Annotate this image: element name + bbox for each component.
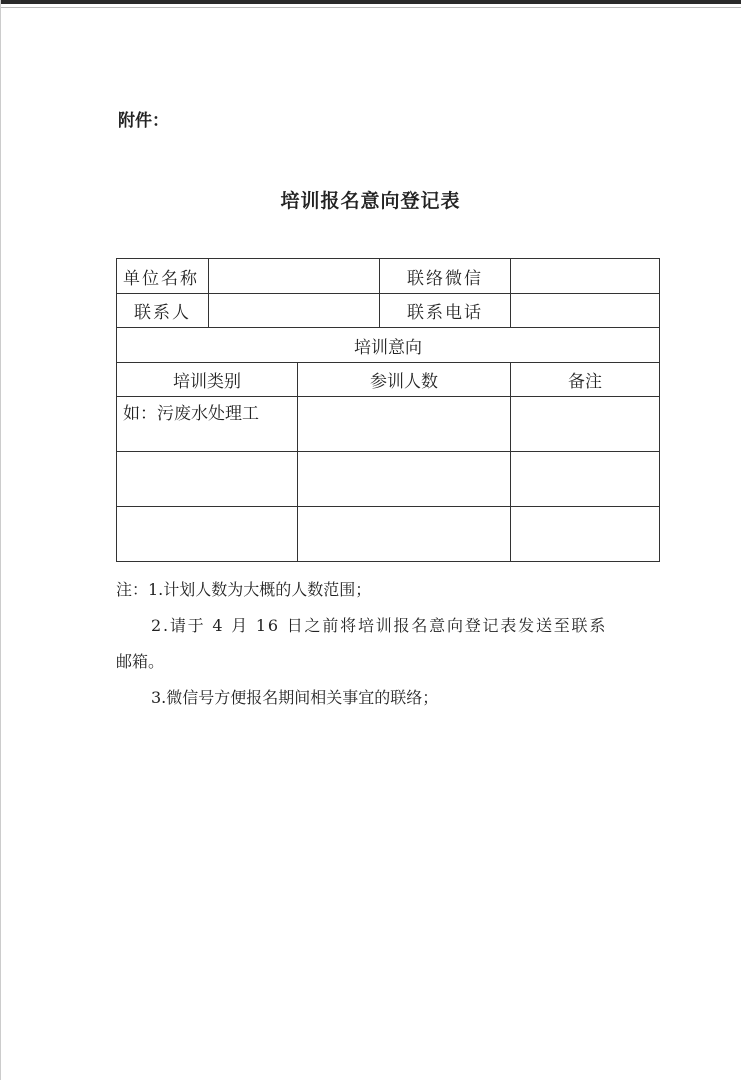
registration-table — [116, 258, 660, 562]
table-row — [117, 397, 660, 452]
scan-top-edge — [0, 0, 741, 4]
category-cell[interactable]: 如：污废水处理工 — [117, 397, 298, 452]
table-row-intent-header — [117, 328, 660, 363]
form-title: 培训报名意向登记表 — [280, 190, 461, 212]
note-1: 注：1.计划人数为大概的人数范围； — [116, 580, 372, 599]
note-3: 3.微信号方便报名期间相关事宜的联络； — [151, 688, 439, 707]
table-row — [117, 452, 660, 507]
note-2-continued: 邮箱。 — [116, 652, 165, 671]
notes-section — [116, 572, 636, 716]
category-cell[interactable] — [117, 507, 298, 562]
remarks-cell[interactable] — [511, 397, 660, 452]
contact-field[interactable] — [209, 294, 380, 328]
column-header-remarks: 备注 — [511, 363, 660, 397]
phone-field[interactable] — [511, 294, 660, 328]
phone-label: 联系电话 — [380, 294, 511, 328]
category-cell[interactable] — [117, 452, 298, 507]
attachment-label: 附件： — [118, 111, 169, 131]
note-2: 2.请于 4 月 16 日之前将培训报名意向登记表发送至联系 — [151, 616, 608, 635]
wechat-field[interactable] — [511, 259, 660, 294]
column-header-count: 参训人数 — [298, 363, 511, 397]
count-cell[interactable] — [298, 507, 511, 562]
intent-header: 培训意向 — [117, 328, 660, 363]
remarks-cell[interactable] — [511, 507, 660, 562]
scan-top-line — [0, 7, 741, 8]
column-header-category: 培训类别 — [117, 363, 298, 397]
scan-left-edge — [0, 0, 1, 1080]
table-row-contact — [117, 294, 660, 328]
count-cell[interactable] — [298, 452, 511, 507]
unit-name-field[interactable] — [209, 259, 380, 294]
table-row-column-headers — [117, 363, 660, 397]
table-row — [117, 507, 660, 562]
contact-label: 联系人 — [117, 294, 209, 328]
count-cell[interactable] — [298, 397, 511, 452]
remarks-cell[interactable] — [511, 452, 660, 507]
table-row-unit — [117, 259, 660, 294]
unit-name-label: 单位名称 — [117, 259, 209, 294]
wechat-label: 联络微信 — [380, 259, 511, 294]
